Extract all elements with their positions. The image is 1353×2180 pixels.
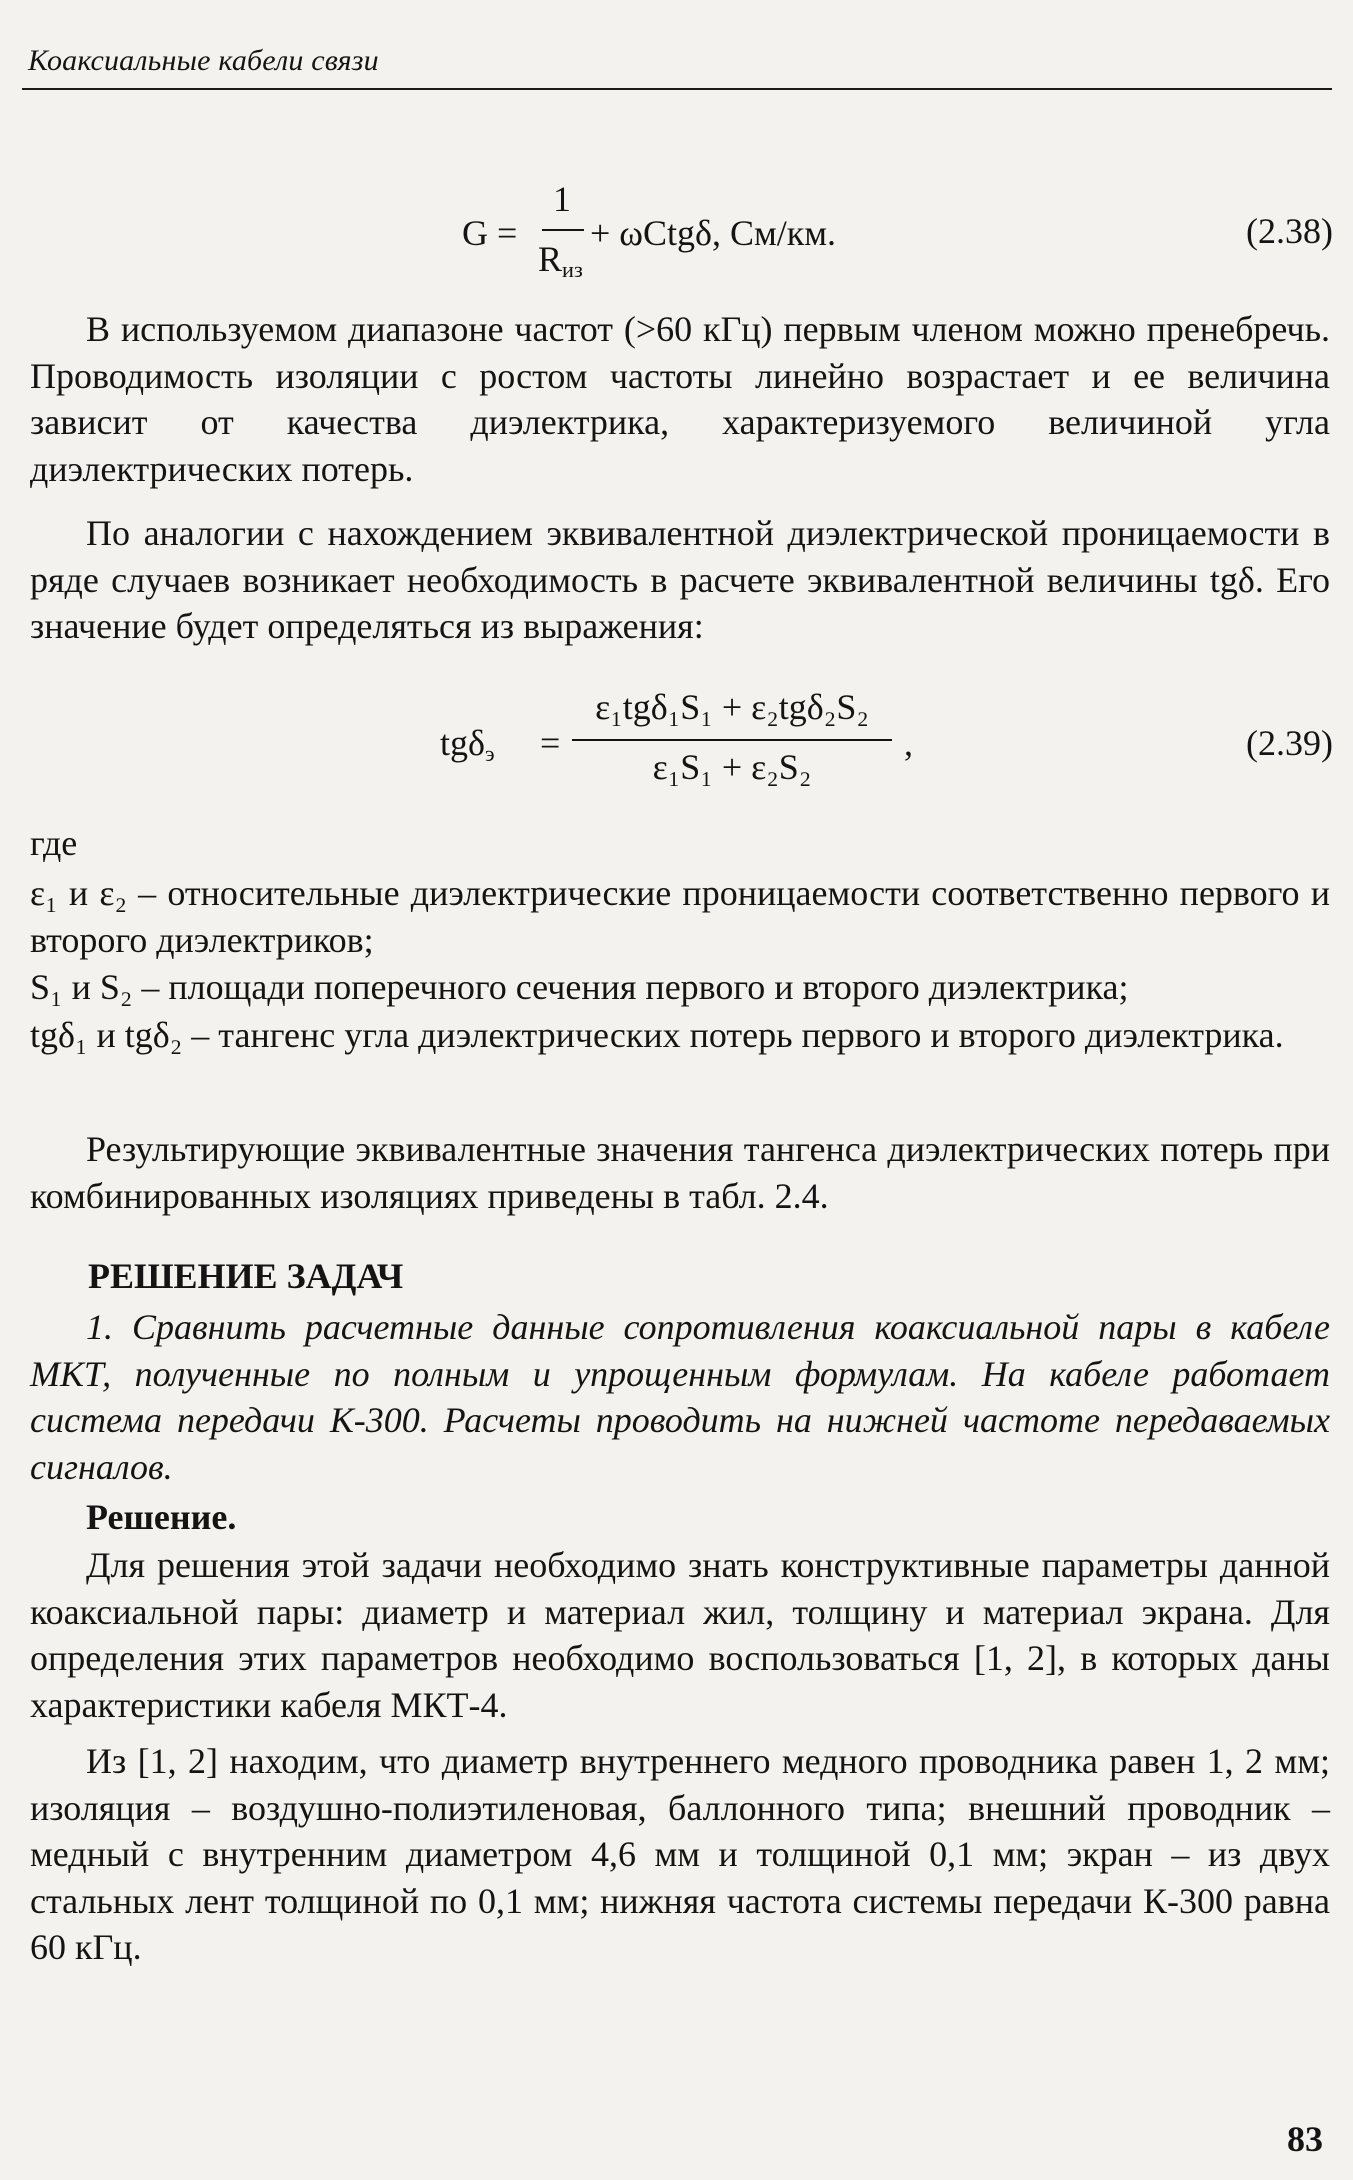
eq238-rhs: + ωCtgδ, См/км. xyxy=(590,213,837,253)
eq239-equals: = xyxy=(540,723,561,763)
paragraph-3: Результирующие эквивалентные значения тангенса диэлектрических потерь при комбинированных изоляциях приведены в табл. 2.4. xyxy=(30,1129,1330,1216)
eq238-number: (2.38) xyxy=(1246,211,1333,251)
definition-area: S₁ и S₂ – площади поперечного сечения первого и второго диэлектрика; xyxy=(30,967,1129,1007)
page-number: 83 xyxy=(1287,2119,1323,2159)
problem-1: 1. Сравнить расчетные данные сопротивления коаксиальной пары в кабеле МКТ, полученные по полным и упрощенным формулам. На кабеле работает система передачи К-300. Расчеты проводить на нижней частоте передаваемых сигналов. xyxy=(30,1307,1330,1487)
eq238-lhs: G = xyxy=(462,213,518,253)
paragraph-1: В используемом диапазоне частот (>60 кГц) первым членом можно пренебречь. Проводимость изоляции с ростом частоты линейно возрастает и ее величина зависит от качества диэлектрика, характеризуемого величиной угла диэлектрических потерь. xyxy=(30,309,1330,489)
where-label: где xyxy=(30,823,78,863)
definition-tangent: tgδ₁ и tgδ₂ – тангенс угла диэлектрических потерь первого и второго диэлектрика. xyxy=(30,1015,1284,1055)
header-rule xyxy=(22,88,1332,90)
eq238-denominator: $R_{из}$ xyxy=(538,239,583,283)
solution-label: Решение. xyxy=(86,1497,237,1537)
eq238-fraction-bar xyxy=(542,229,584,231)
paragraph-2: По аналогии с нахождением эквивалентной диэлектрической проницаемости в ряде случаев возникает необходимость в расчете эквивалентной величины tgδ. Его значение будет определяться из выражения: xyxy=(30,513,1330,646)
eq239-numerator: ε₁tgδ₁S₁ + ε₂tgδ₂S₂ xyxy=(595,687,869,727)
eq239-number: (2.39) xyxy=(1246,723,1333,763)
eq239-lhs: tgδ$_э$ xyxy=(440,723,495,767)
solution-paragraph-2: Из [1, 2] находим, что диаметр внутреннего медного проводника равен 1, 2 мм; изоляция – воздушно-полиэтиленовая, баллонного типа; внешний проводник – медный с внутренним диаметром 4,6 мм и толщиной 0,1 мм; экран – из двух стальных лент толщиной по 0,1 мм; нижняя частота системы передачи К-300 равна 60 кГц. xyxy=(30,1741,1330,1967)
eq238-numerator: 1 xyxy=(553,179,571,219)
solution-paragraph-1: Для решения этой задачи необходимо знать конструктивные параметры данной коаксиальной пары: диаметр и материал жил, толщину и материал экрана. Для определения этих параметров необходимо воспользоваться [1, 2], в которых даны характеристики кабеля МКТ-4. xyxy=(30,1545,1330,1725)
section-heading: РЕШЕНИЕ ЗАДАЧ xyxy=(88,1256,404,1296)
running-head: Коаксиальные кабели связи xyxy=(28,44,379,77)
eq239-denominator: ε₁S₁ + ε₂S₂ xyxy=(652,747,812,787)
eq239-fraction-bar xyxy=(572,739,892,741)
eq239-comma: , xyxy=(904,723,913,763)
definition-epsilon: ε₁ и ε₂ – относительные диэлектрические проницаемости соответственно первого и второго диэлектриков; xyxy=(30,873,1330,960)
